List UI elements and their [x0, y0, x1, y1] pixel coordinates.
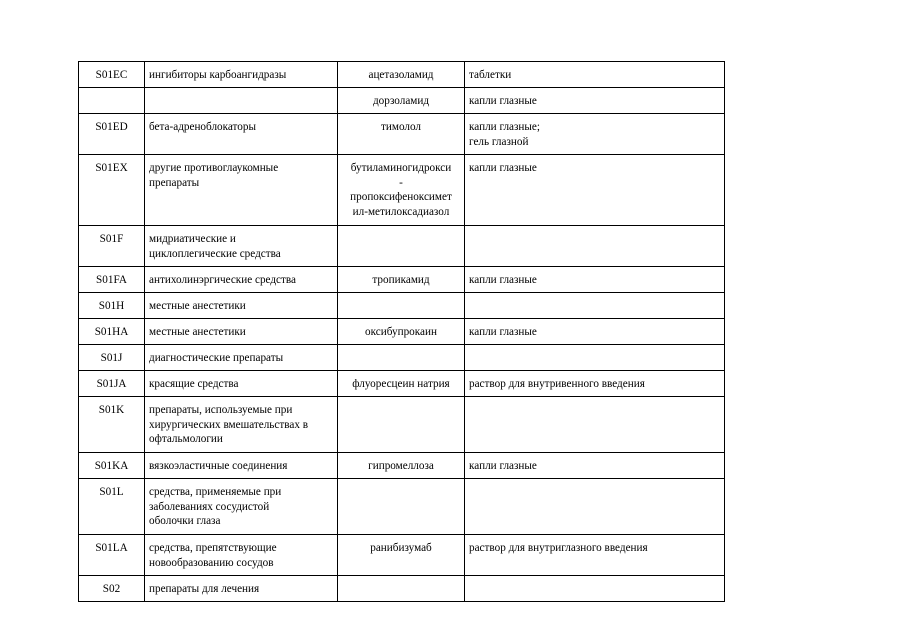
dosage-form-cell	[465, 453, 725, 479]
table-row	[79, 62, 725, 88]
table-row	[79, 155, 725, 226]
group-name-cell	[145, 226, 338, 267]
group-name-cell	[145, 453, 338, 479]
table-row	[79, 576, 725, 602]
drug-classification-table	[78, 61, 725, 602]
group-name-line: вязкоэластичные соединения	[149, 460, 288, 472]
substance-cell	[338, 479, 465, 535]
substance-line: бутиламиногидрокси	[350, 162, 452, 174]
atc-code-cell: S01EX	[79, 155, 145, 226]
table-row	[79, 397, 725, 453]
group-name-cell	[145, 88, 338, 114]
atc-code-cell: S01LA	[79, 535, 145, 576]
dosage-form-cell	[465, 479, 725, 535]
atc-code-cell: S01ED	[79, 114, 145, 155]
dosage-form-line: капли глазные	[469, 274, 537, 286]
dosage-form-cell	[465, 576, 725, 602]
substance-cell	[338, 453, 465, 479]
substance-cell	[338, 371, 465, 397]
dosage-form-cell	[465, 88, 725, 114]
group-name-line: средства, препятствующие	[149, 542, 277, 554]
group-name-cell	[145, 293, 338, 319]
group-name-cell	[145, 267, 338, 293]
group-name-cell	[145, 319, 338, 345]
dosage-form-cell	[465, 293, 725, 319]
substance-line: пропоксифеноксимет	[350, 191, 452, 204]
substance-cell	[338, 345, 465, 371]
group-name-line: препараты для лечения	[149, 583, 260, 595]
table-row	[79, 267, 725, 293]
group-name-line: местные анестетики	[149, 326, 246, 338]
substance-cell	[338, 267, 465, 293]
group-name-line: другие противоглаукомные	[149, 162, 279, 174]
dosage-form-line: капли глазные	[469, 95, 537, 107]
group-name-cell	[145, 345, 338, 371]
dosage-form-line: капли глазные	[469, 460, 537, 472]
substance-line: тимолол	[380, 121, 421, 133]
group-name-cell	[145, 479, 338, 535]
dosage-form-cell	[465, 267, 725, 293]
group-name-line: оболочки глаза	[149, 515, 221, 528]
table-row	[79, 226, 725, 267]
dosage-form-cell	[465, 535, 725, 576]
group-name-cell	[145, 155, 338, 226]
dosage-form-line: капли глазные;	[469, 121, 541, 133]
group-name-cell	[145, 371, 338, 397]
substance-cell	[338, 397, 465, 453]
dosage-form-cell	[465, 155, 725, 226]
atc-code-cell: S01FA	[79, 267, 145, 293]
dosage-form-cell	[465, 345, 725, 371]
table-row	[79, 293, 725, 319]
substance-line: гипромеллоза	[368, 460, 434, 472]
group-name-line: мидриатические и	[149, 233, 236, 245]
group-name-line: средства, применяемые при	[149, 486, 282, 498]
substance-cell	[338, 535, 465, 576]
dosage-form-cell	[465, 114, 725, 155]
dosage-form-line: капли глазные	[469, 326, 537, 338]
group-name-cell	[145, 535, 338, 576]
substance-cell	[338, 114, 465, 155]
group-name-line: препараты	[149, 176, 200, 189]
substance-line: оксибупрокаин	[365, 326, 437, 338]
table-row	[79, 88, 725, 114]
atc-code-cell: S01KA	[79, 453, 145, 479]
atc-code-cell	[79, 88, 145, 114]
group-name-cell	[145, 397, 338, 453]
group-name-cell	[145, 62, 338, 88]
substance-cell	[338, 62, 465, 88]
substance-line: ацетазоламид	[368, 69, 434, 81]
atc-code-cell: S01JA	[79, 371, 145, 397]
atc-code-cell: S01F	[79, 226, 145, 267]
group-name-line: хирургических вмешательствах в	[149, 418, 309, 431]
dosage-form-cell	[465, 397, 725, 453]
table-row	[79, 453, 725, 479]
table-body	[79, 62, 725, 602]
dosage-form-line: таблетки	[469, 69, 512, 81]
atc-code-cell: S01J	[79, 345, 145, 371]
atc-code-cell: S01EC	[79, 62, 145, 88]
atc-code-cell: S01K	[79, 397, 145, 453]
group-name-line: ингибиторы карбоангидразы	[149, 69, 287, 81]
group-name-cell	[145, 576, 338, 602]
substance-line: дорзоламид	[372, 95, 430, 107]
substance-line: ранибизумаб	[370, 542, 432, 554]
group-name-line: диагностические препараты	[149, 352, 284, 364]
dosage-form-line: раствор для внутривенного введения	[469, 378, 645, 390]
substance-line: -	[399, 176, 403, 189]
group-name-line: бета-адреноблокаторы	[149, 121, 257, 133]
substance-line: ил-метилоксадиазол	[352, 205, 450, 218]
atc-code-cell: S01L	[79, 479, 145, 535]
table-row	[79, 535, 725, 576]
atc-code-cell: S01H	[79, 293, 145, 319]
dosage-form-cell	[465, 226, 725, 267]
atc-code-cell: S01HA	[79, 319, 145, 345]
substance-cell	[338, 155, 465, 226]
group-name-cell	[145, 114, 338, 155]
table-row	[79, 114, 725, 155]
dosage-form-line: раствор для внутриглазного введения	[469, 542, 648, 554]
dosage-form-cell	[465, 319, 725, 345]
table-row	[79, 479, 725, 535]
dosage-form-line: капли глазные	[469, 162, 537, 174]
table-row	[79, 345, 725, 371]
substance-line: флуоресцеин натрия	[352, 378, 450, 390]
table-row	[79, 319, 725, 345]
group-name-line: препараты, используемые при	[149, 404, 293, 416]
dosage-form-cell	[465, 371, 725, 397]
group-name-line: красящие средства	[149, 378, 239, 390]
group-name-line: офтальмологии	[149, 433, 223, 446]
group-name-line: местные анестетики	[149, 300, 246, 312]
group-name-line: новообразованию сосудов	[149, 556, 274, 569]
substance-cell	[338, 319, 465, 345]
substance-cell	[338, 576, 465, 602]
group-name-line: циклоплегические средства	[149, 247, 281, 260]
group-name-line: антихолинэргические средства	[149, 274, 297, 286]
atc-code-cell: S02	[79, 576, 145, 602]
group-name-line: заболеваниях сосудистой	[149, 500, 270, 513]
dosage-form-line: гель глазной	[469, 135, 529, 148]
table-row	[79, 371, 725, 397]
substance-cell	[338, 88, 465, 114]
substance-cell	[338, 226, 465, 267]
substance-line: тропикамид	[372, 274, 430, 286]
dosage-form-cell	[465, 62, 725, 88]
substance-cell	[338, 293, 465, 319]
